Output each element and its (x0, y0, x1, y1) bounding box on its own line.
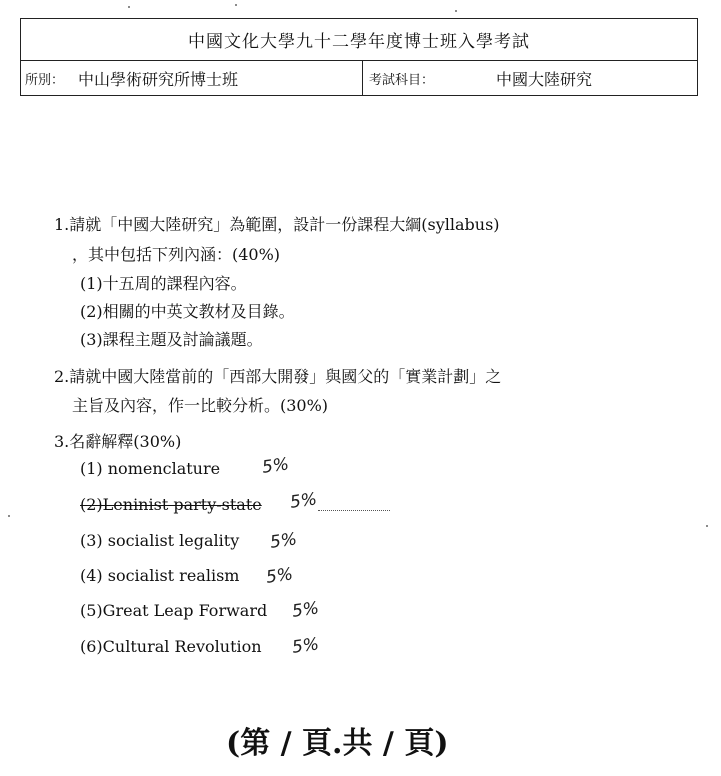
question-1-sub-1: (1)十五周的課程內容。 (80, 274, 247, 293)
scan-speck (8, 515, 10, 517)
department-label: 所別： (25, 72, 65, 88)
subject-label: 考試科目： (369, 72, 435, 88)
handwritten-mark-5: 5% (290, 598, 321, 622)
question-3-heading: 3.名辭解釋(30%) (54, 432, 182, 451)
question-1-sub-3: (3)課程主題及討論議題。 (80, 330, 263, 349)
handwritten-mark-4: 5% (264, 564, 295, 588)
question-1-line-2: ，其中包括下列內涵：(40%) (72, 245, 281, 264)
exam-header-table (20, 18, 698, 96)
header-info-row (21, 61, 697, 95)
department-cell (21, 61, 363, 95)
term-1: (1) nomenclature (80, 459, 221, 478)
term-5: (5)Great Leap Forward (80, 601, 268, 620)
question-2-line-1: 2.請就中國大陸當前的「西部大開發」與國父的「實業計劃」之 (54, 367, 502, 386)
subject-value: 中國大陸研究 (496, 69, 593, 89)
question-2-line-2: 主旨及內容，作一比較分析。(30%) (72, 396, 329, 415)
scan-speck (235, 4, 237, 6)
department-value: 中山學術研究所博士班 (78, 69, 239, 89)
term-4: (4) socialist realism (80, 566, 240, 585)
term-3: (3) socialist legality (80, 531, 240, 550)
dotted-trail (318, 510, 390, 511)
handwritten-mark-3: 5% (268, 529, 299, 553)
question-1-line-1: 1.請就「中國大陸研究」為範圍，設計一份課程大綱(syllabus) (54, 215, 500, 234)
scan-speck (706, 525, 708, 527)
handwritten-mark-1: 5% (260, 454, 291, 478)
exam-title: 中國文化大學九十二學年度博士班入學考試 (21, 19, 697, 61)
term-6: (6)Cultural Revolution (80, 637, 262, 656)
handwritten-mark-6: 5% (290, 634, 321, 658)
subject-cell (363, 67, 697, 90)
page-number-footer: (第 / 頁.共 / 頁) (226, 726, 449, 761)
term-2: (2)Leninist party-state (80, 495, 262, 514)
scan-speck (455, 10, 457, 12)
question-1-sub-2: (2)相關的中英文教材及目錄。 (80, 302, 295, 321)
handwritten-mark-2: 5% (288, 489, 319, 513)
scan-speck (128, 6, 130, 8)
